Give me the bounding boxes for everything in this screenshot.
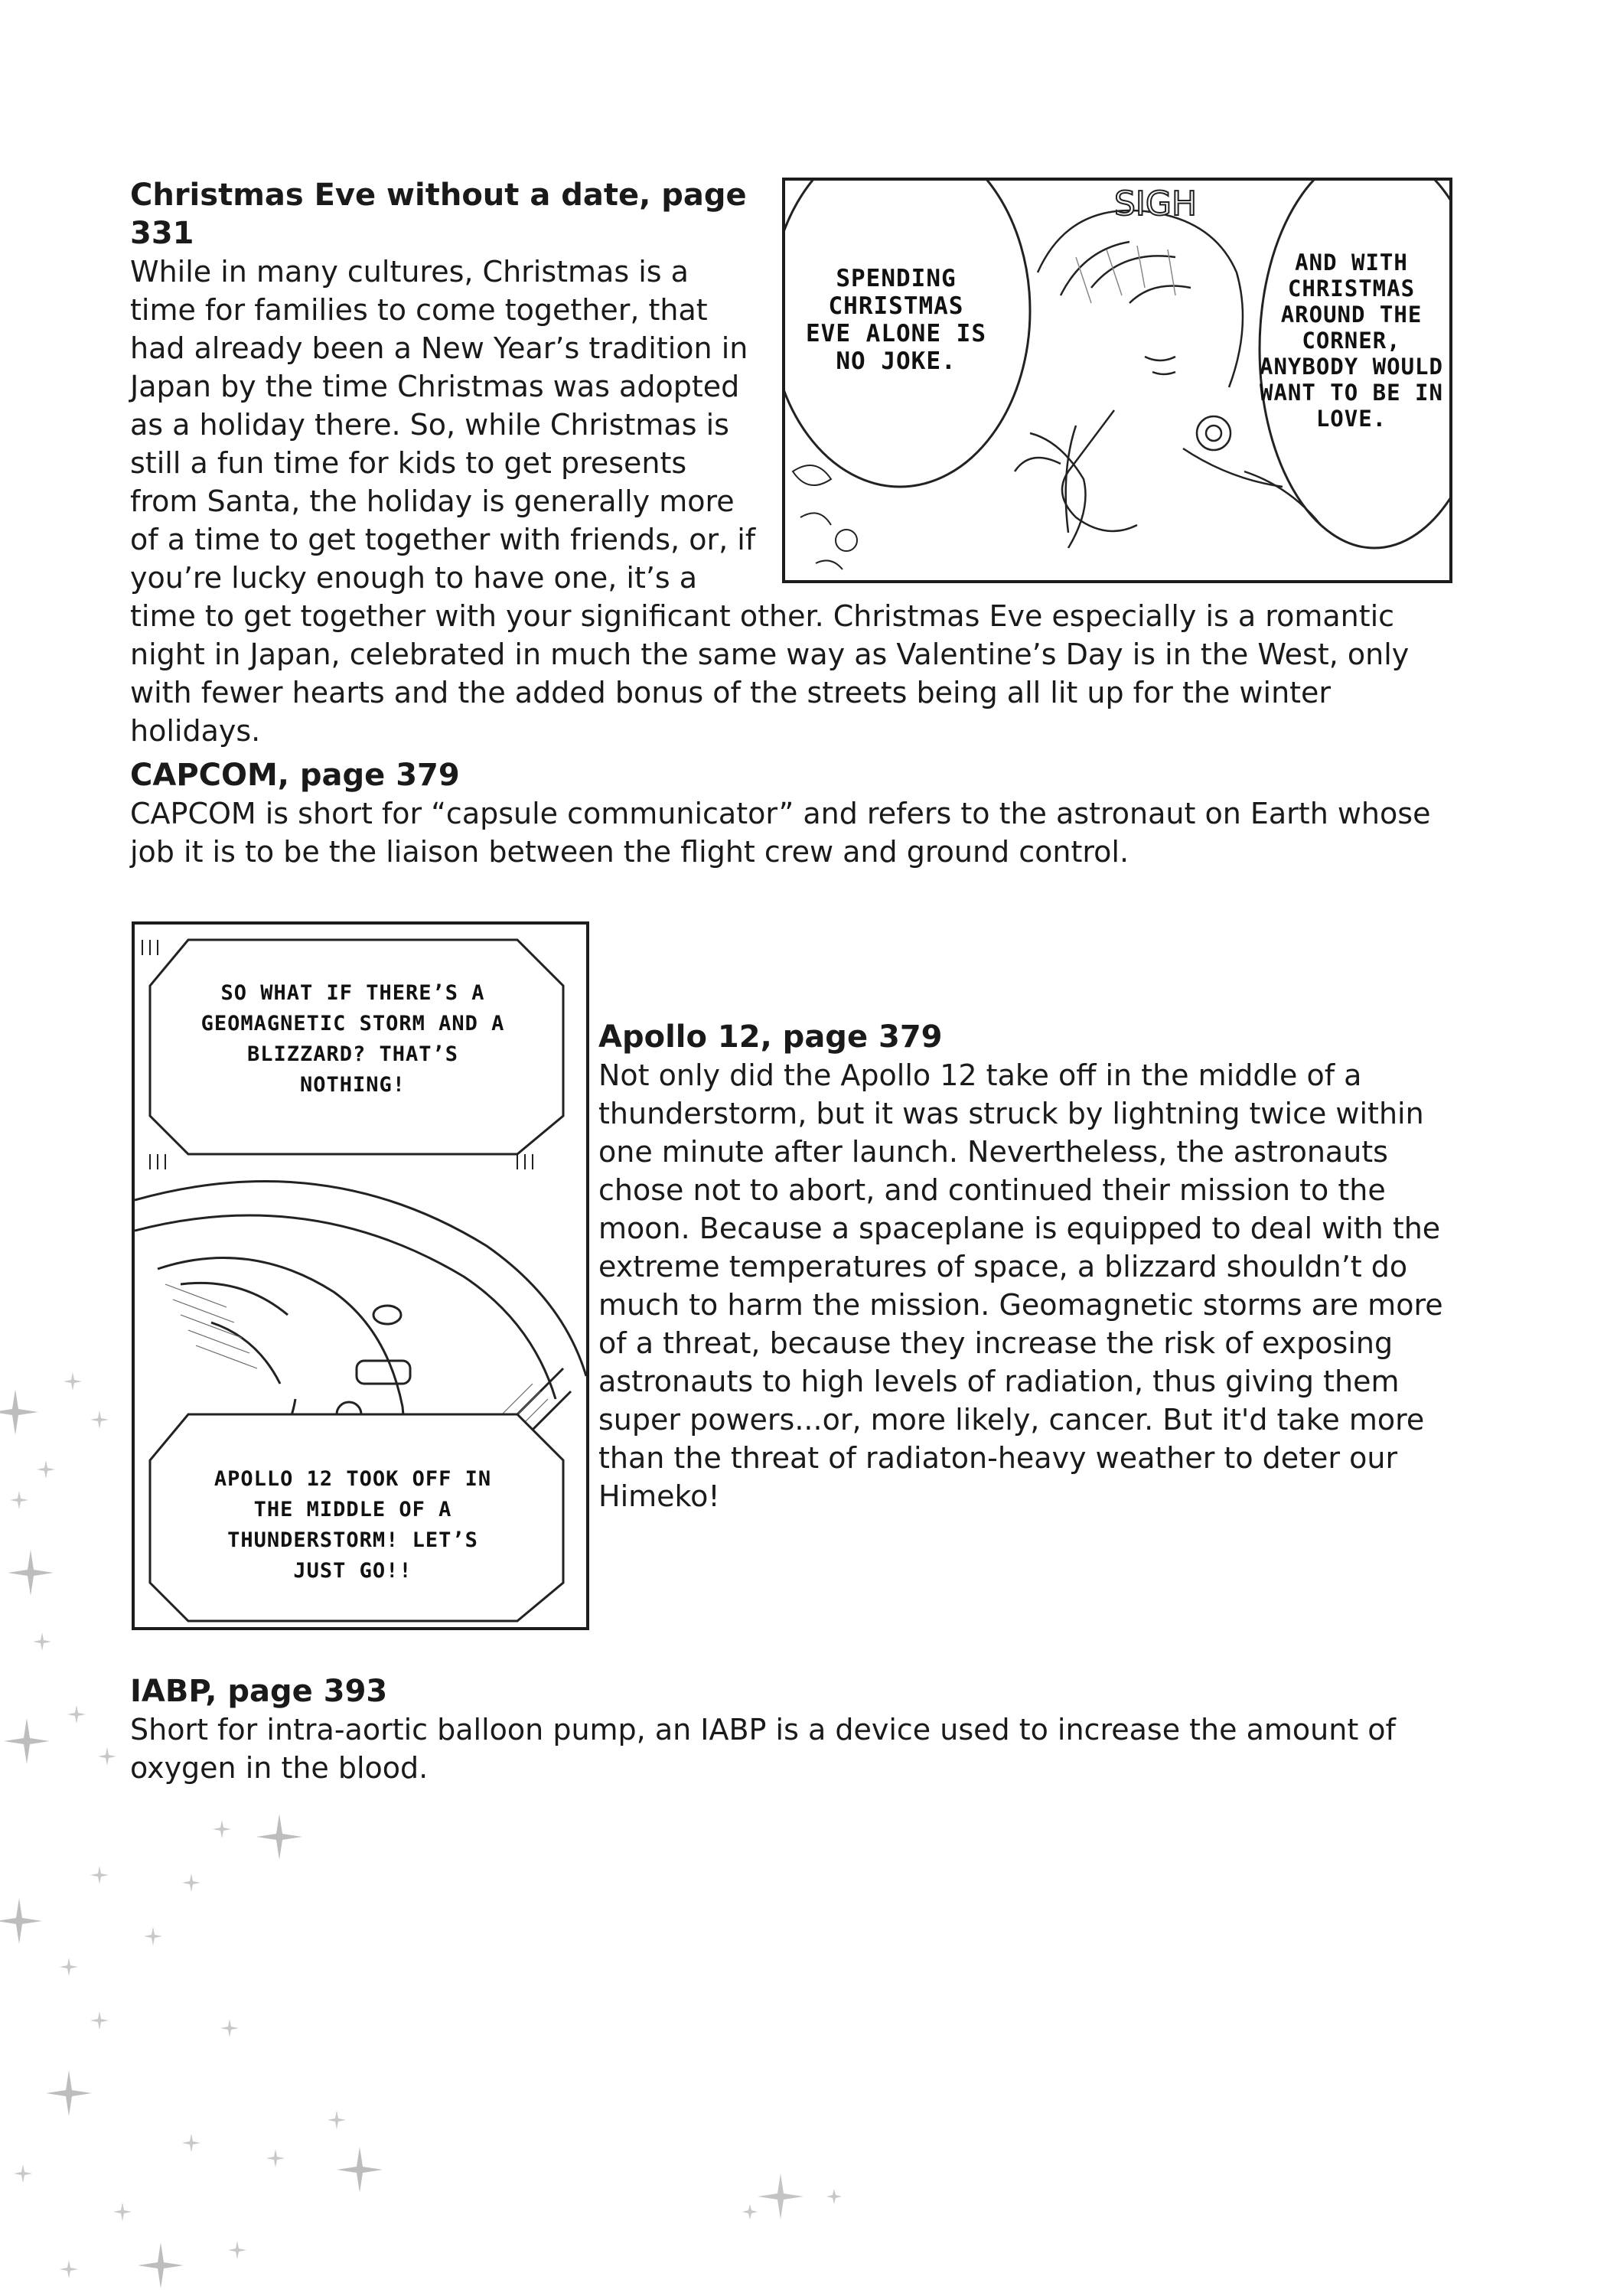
note-capcom <box>130 756 1446 871</box>
sparkles-decoration-right <box>735 2158 888 2235</box>
bubble-left-text: SPENDING CHRISTMAS EVE ALONE IS NO JOKE. <box>806 265 986 375</box>
note-iabp <box>130 1672 1446 1787</box>
note-body: Short for intra-aortic balloon pump, an IABP is a device used to increase the amount of oxygen in the blood. <box>130 1713 1396 1785</box>
bubble-top-text: SO WHAT IF THERE’S A GEOMAGNETIC STORM AND A BLIZZARD? THAT’S NOTHING! <box>200 981 505 1097</box>
note-body: CAPCOM is short for “capsule communicator” and refers to the astronaut on Earth whose job it is to be the liaison between the flight crew and ground control. <box>130 797 1431 869</box>
note-apollo-12 <box>598 1018 1463 1515</box>
note-body: Not only did the Apollo 12 take off in the middle of a thunderstorm, but it was struck by lightning twice within one minute after launch. Nevertheless, the astronauts chose not to abort, and continued their mission to the moon. Because a spaceplane is equipped to deal with the extreme temperatures of space, a blizzard shouldn’t do much to harm the mission. Geomagnetic storms are more of a threat, because they increase the risk of exposing astronauts to high levels of radiation, thus giving them super powers...or, more likely, cancer. But it'd take more than the threat of radiaton-heavy weather to deter our Himeko! <box>598 1058 1443 1513</box>
manga-panel-apollo <box>132 921 589 1630</box>
note-body: While in many cultures, Christmas is a time for families to come together, that had already been a New Year’s tradition in Japan by the time Christmas was adopted as a holiday there. So, while Christmas is still a fun time for kids to get presents from Santa, the holiday is generally more of a time to get together with friends, or, if you’re lucky enough to have one, it’s a time to get together with your significant other. Christmas Eve especially is a romantic night in Japan, celebrated in much the same way as Valentine’s Day is in the West, only with fewer hearts and the added bonus of the streets being all lit up for the winter holidays. <box>130 255 1410 748</box>
bubble-right-text: AND WITH CHRISTMAS AROUND THE CORNER, ANYBODY WOULD WANT TO BE IN LOVE. <box>1260 249 1443 432</box>
note-title: CAPCOM, page 379 <box>130 758 460 793</box>
bubble-bottom-text: APOLLO 12 TOOK OFF IN THE MIDDLE OF A THUNDERSTORM! LET’S JUST GO!! <box>214 1467 492 1583</box>
note-title: Christmas Eve without a date, page 331 <box>130 178 747 251</box>
note-title: Apollo 12, page 379 <box>598 1019 943 1055</box>
sfx-sigh: SIGH <box>1114 184 1198 223</box>
manga-panel-christmas <box>782 178 1452 583</box>
note-title: IABP, page 393 <box>130 1674 388 1709</box>
